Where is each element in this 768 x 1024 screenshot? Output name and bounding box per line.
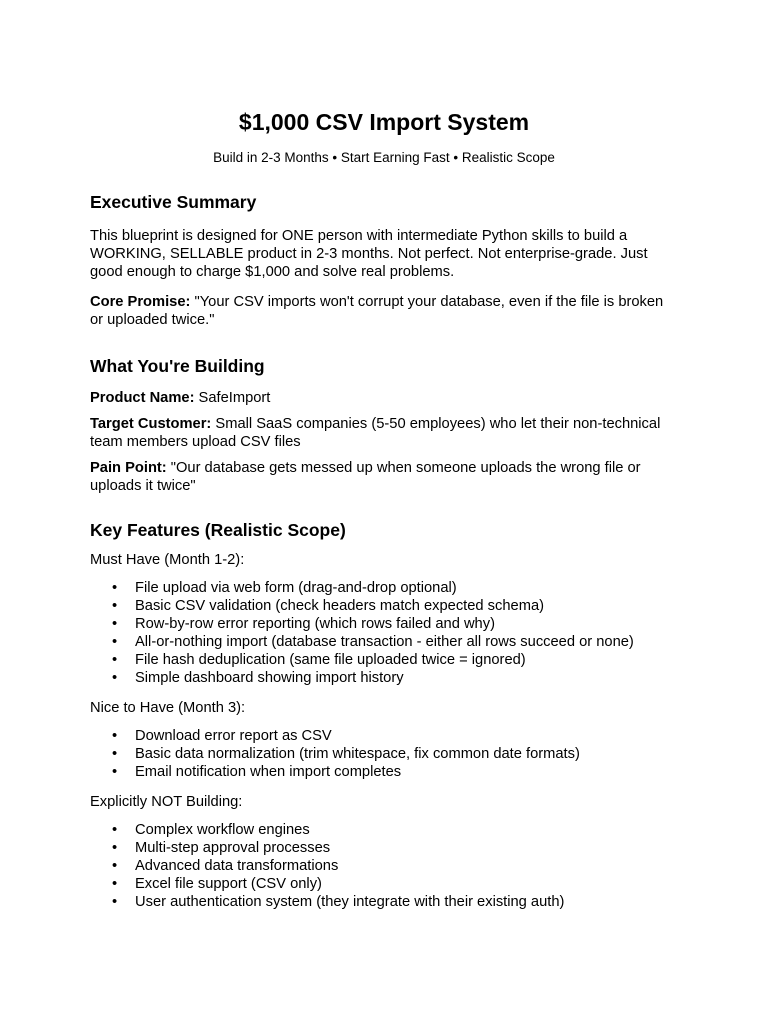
- key-features-heading: Key Features (Realistic Scope): [90, 520, 346, 540]
- nice-to-have-label: Nice to Have (Month 3):: [90, 700, 246, 716]
- list-item: • Download error report as CSV: [90, 727, 678, 745]
- core-promise-label: Core Promise:: [90, 294, 191, 310]
- executive-summary-body: This blueprint is designed for ONE person with intermediate Python skills to build a WORKING, SELLABLE product in 2-3 months. Not perfect. Not enterprise-grade. Just good enough to charge $1,000 and solve real problems.: [90, 228, 648, 280]
- core-promise-paragraph: [90, 293, 678, 329]
- list-item: • Multi-step approval processes: [90, 839, 678, 857]
- list-item: • Simple dashboard showing import history: [90, 669, 678, 687]
- not-building-label: Explicitly NOT Building:: [90, 794, 243, 810]
- list-item: • Email notification when import completes: [90, 763, 678, 781]
- document-subtitle: Build in 2-3 Months • Start Earning Fast • Realistic Scope: [213, 150, 555, 165]
- target-customer-text: Small SaaS companies (5-50 employees) who let their non-technical team members upload CSV files: [90, 416, 661, 450]
- list-item: • File upload via web form (drag-and-drop optional): [90, 579, 678, 597]
- list-item: • Advanced data transformations: [90, 857, 678, 875]
- core-promise-text: "Your CSV imports won't corrupt your database, even if the file is broken or uploaded twice.": [90, 294, 664, 328]
- list-item: • Basic CSV validation (check headers match expected schema): [90, 597, 678, 615]
- list-item: • Complex workflow engines: [90, 821, 678, 839]
- product-name-text: SafeImport: [194, 390, 271, 406]
- pain-point-label: Pain Point:: [90, 460, 167, 476]
- pain-point-text: "Our database gets messed up when someone uploads the wrong file or uploads it twice": [90, 460, 641, 494]
- product-name-label: Product Name:: [90, 390, 195, 406]
- list-item: • Excel file support (CSV only): [90, 875, 678, 893]
- list-item: • All-or-nothing import (database transaction - either all rows succeed or none): [90, 633, 678, 651]
- executive-summary-heading: Executive Summary: [90, 192, 257, 212]
- what-building-heading: What You're Building: [90, 356, 265, 376]
- product-name-paragraph: [90, 389, 678, 407]
- list-item: • Basic data normalization (trim whitespace, fix common date formats): [90, 745, 678, 763]
- nice-to-have-list: [90, 727, 678, 781]
- must-have-label: Must Have (Month 1-2):: [90, 552, 245, 568]
- list-item: • User authentication system (they integrate with their existing auth): [90, 893, 678, 911]
- must-have-list: [90, 579, 678, 687]
- target-customer-label: Target Customer:: [90, 416, 212, 432]
- target-customer-paragraph: [90, 415, 678, 451]
- list-item: • Row-by-row error reporting (which rows failed and why): [90, 615, 678, 633]
- not-building-list: [90, 821, 678, 911]
- list-item: • File hash deduplication (same file uploaded twice = ignored): [90, 651, 678, 669]
- pain-point-paragraph: [90, 459, 678, 495]
- document-title: $1,000 CSV Import System: [238, 109, 530, 135]
